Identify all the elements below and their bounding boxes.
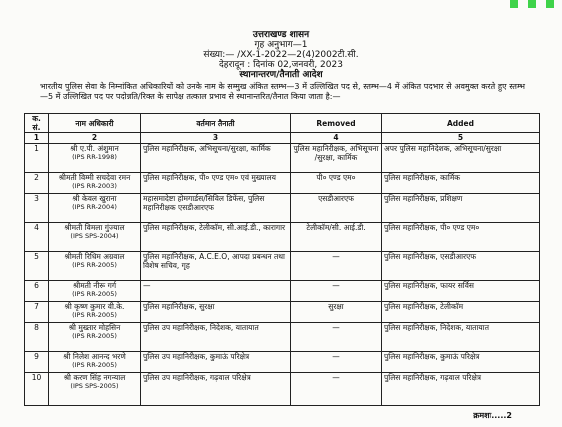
cell-added: अपर पुलिस महानिदेशक, अभिसूचना/सुरक्षा bbox=[382, 144, 540, 173]
cell-officer-name bbox=[49, 252, 141, 281]
officer-name: श्रीमती विमला गुंज्याल bbox=[64, 223, 125, 232]
cell-added: पुलिस महानिरीक्षक, कुमाऊं परिक्षेत्र bbox=[382, 352, 540, 373]
cell-removed: सुरक्षा bbox=[291, 302, 382, 323]
cell-current-posting: पुलिस महानिरीक्षक, टेलीकॉम, सी.आई.डी., कारागार bbox=[141, 223, 291, 252]
cell-officer-name bbox=[49, 173, 141, 194]
header-number: संख्या:— /XX-1-2022—2(4)2002टी.सी. bbox=[203, 50, 359, 60]
header-order-title: स्थानान्तरण/तैनाती आदेश bbox=[239, 70, 323, 80]
officer-batch-code: (IPS RR-2005) bbox=[72, 361, 117, 369]
cell-added: पुलिस महानिरीक्षक, निदेशक, यातायात bbox=[382, 323, 540, 352]
intro-paragraph: भारतीय पुलिस सेवा के निम्नांकित अधिकारियों को उनके नाम के सम्मुख अंकित स्तम्भ—3 में उल्लिखित पद से, स्तम्भ—4 में अंकित पदभार से अवमुक्त करते हुए स्तम्भ—5 में उल्लिखित पद पर पदोन्नति/रिक्त के सापेक्ष तत्काल प्रभाव से स्थानान्तरित/तैनात किया जाता है:— bbox=[40, 82, 525, 101]
table-row bbox=[25, 352, 540, 373]
cell-serial: 8 bbox=[25, 323, 49, 352]
cell-serial: 10 bbox=[25, 373, 49, 406]
cell-added: पुलिस महानिरीक्षक, फायर सर्विस bbox=[382, 281, 540, 302]
officer-batch-code: (IPS RR-2005) bbox=[72, 332, 117, 340]
col-number: 5 bbox=[382, 133, 540, 144]
cell-serial: 9 bbox=[25, 352, 49, 373]
green-highlight bbox=[510, 0, 518, 8]
table-row bbox=[25, 302, 540, 323]
cell-officer-name bbox=[49, 302, 141, 323]
officer-batch-code: (IPS SPS-2004) bbox=[70, 232, 119, 240]
cell-current-posting: पुलिस उप महानिरीक्षक, कुमाऊं परिक्षेत्र bbox=[141, 352, 291, 373]
cell-removed: पी० एण्ड एम० bbox=[291, 173, 382, 194]
cell-serial: 5 bbox=[25, 252, 49, 281]
header-govt: उत्तराखण्ड शासन bbox=[252, 30, 310, 40]
green-highlight bbox=[528, 0, 536, 8]
table-row bbox=[25, 252, 540, 281]
cell-added: पुलिस महानिरीक्षक, प्रशिक्षण bbox=[382, 194, 540, 223]
officer-name: श्री कृष्ण कुमार वी.के. bbox=[64, 302, 125, 311]
cell-current-posting: — bbox=[141, 281, 291, 302]
officer-batch-code: (IPS RR-2005) bbox=[72, 311, 117, 319]
cell-serial: 3 bbox=[25, 194, 49, 223]
cell-officer-name bbox=[49, 373, 141, 406]
cell-officer-name bbox=[49, 352, 141, 373]
officer-name: श्री मुख्तार मोहसिन bbox=[68, 323, 121, 332]
col-number: 3 bbox=[141, 133, 291, 144]
header-section: गृह अनुभाग—1 bbox=[254, 40, 308, 50]
officer-name: श्रीमती विम्मी सचदेवा रमन bbox=[58, 173, 131, 182]
cell-removed: एसडीआरएफ bbox=[291, 194, 382, 223]
col-header-added: Added bbox=[382, 114, 540, 133]
officer-batch-code: (IPS SPS-2005) bbox=[70, 382, 119, 390]
cell-removed: — bbox=[291, 281, 382, 302]
header-date: देहरादून : दिनांक 02,जनवरी, 2023 bbox=[219, 60, 343, 70]
cell-officer-name bbox=[49, 223, 141, 252]
cell-current-posting: पुलिस उप महानिरीक्षक, गढ़वाल परिक्षेत्र bbox=[141, 373, 291, 406]
officer-batch-code: (IPS RR-2005) bbox=[72, 261, 117, 269]
cell-removed: — bbox=[291, 252, 382, 281]
officer-name: श्रीमती रिधिम अग्रवाल bbox=[64, 252, 125, 261]
table-row bbox=[25, 194, 540, 223]
officer-batch-code: (IPS RR-1998) bbox=[72, 153, 117, 161]
continuation-note: क्रमशः.....2 bbox=[473, 411, 512, 420]
cell-officer-name bbox=[49, 281, 141, 302]
cell-removed: टेलीकॉम/सी. आई.डी. bbox=[291, 223, 382, 252]
cell-officer-name bbox=[49, 194, 141, 223]
col-number: 1 bbox=[25, 133, 49, 144]
cell-serial: 1 bbox=[25, 144, 49, 173]
cell-serial: 7 bbox=[25, 302, 49, 323]
green-highlight bbox=[546, 0, 554, 8]
cell-removed: पुलिस महानिरीक्षक, अभिसूचना /सुरक्षा, कार्मिक bbox=[291, 144, 382, 173]
cell-added: पुलिस महानिरीक्षक, गढ़वाल परिक्षेत्र bbox=[382, 373, 540, 406]
table-row bbox=[25, 323, 540, 352]
cell-added: पुलिस महानिरीक्षक, पी० एण्ड एम० bbox=[382, 223, 540, 252]
table-header-row bbox=[25, 114, 540, 133]
officer-batch-code: (IPS RR-2005) bbox=[72, 290, 117, 298]
cell-added: पुलिस महानिरीक्षक, टेलीकॉम bbox=[382, 302, 540, 323]
col-header-removed: Removed bbox=[291, 114, 382, 133]
table-row bbox=[25, 281, 540, 302]
cell-removed: — bbox=[291, 373, 382, 406]
col-number: 4 bbox=[291, 133, 382, 144]
col-number: 2 bbox=[49, 133, 141, 144]
cell-removed: — bbox=[291, 323, 382, 352]
officer-batch-code: (IPS RR-2004) bbox=[72, 203, 117, 211]
col-header-current: वर्तमान तैनाती bbox=[141, 114, 291, 133]
cell-added: पुलिस महानिरीक्षक, कार्मिक bbox=[382, 173, 540, 194]
col-header-name: नाम अधिकारी bbox=[49, 114, 141, 133]
officer-name: श्रीमती नीरू गर्ग bbox=[72, 281, 117, 290]
cell-current-posting: पुलिस महानिरीक्षक, A.C.E.O, आपदा प्रबन्धन तथा विशेष सचिव, गृह bbox=[141, 252, 291, 281]
table-row bbox=[25, 223, 540, 252]
cell-serial: 2 bbox=[25, 173, 49, 194]
officer-batch-code: (IPS RR-2003) bbox=[72, 182, 117, 190]
cell-officer-name bbox=[49, 144, 141, 173]
cell-serial: 6 bbox=[25, 281, 49, 302]
cell-added: पुलिस महानिरीक्षक, एसडीआरएफ bbox=[382, 252, 540, 281]
officer-name: श्री ए.पी. अंशुमान bbox=[70, 144, 119, 153]
cell-current-posting: पुलिस महानिरीक्षक, सुरक्षा bbox=[141, 302, 291, 323]
cell-current-posting: पुलिस उप महानिरीक्षक, निदेशक, यातायात bbox=[141, 323, 291, 352]
cell-serial: 4 bbox=[25, 223, 49, 252]
cell-officer-name bbox=[49, 323, 141, 352]
officer-name: श्री निलेश आनन्द भरणे bbox=[63, 352, 126, 361]
officer-name: श्री करण सिंह नगन्याल bbox=[63, 373, 126, 382]
cell-current-posting: पुलिस महानिरीक्षक, अभिसूचना/सुरक्षा, कार्मिक bbox=[141, 144, 291, 173]
table-row bbox=[25, 173, 540, 194]
officer-name: श्री केवल खुराना bbox=[72, 194, 117, 203]
col-header-sn: क. सं. bbox=[25, 114, 49, 133]
table-row bbox=[25, 144, 540, 173]
cell-removed: — bbox=[291, 352, 382, 373]
table-row bbox=[25, 373, 540, 406]
cell-current-posting: पुलिस महानिरीक्षक, पी० एण्ड एम० एवं मुख्यालय bbox=[141, 173, 291, 194]
cell-current-posting: महासमादेष्टा होमगार्डस/सिविल डिफेंस, पुलिस महानिरीक्षक एसडीआरएफ bbox=[141, 194, 291, 223]
column-number-row bbox=[25, 133, 540, 144]
transfer-table bbox=[24, 113, 540, 406]
